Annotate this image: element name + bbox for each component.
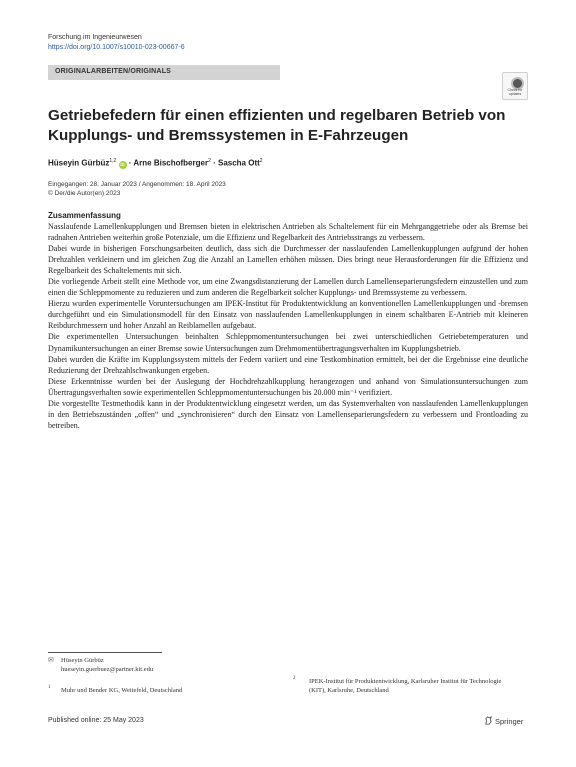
author-separator: · [128, 158, 132, 168]
author-separator: · [213, 158, 216, 168]
abstract-heading: Zusammenfassung [48, 211, 121, 220]
author-name: Sascha Ott [217, 158, 260, 168]
envelope-icon: ✉ [48, 657, 54, 664]
author-affiliation: 1,2 [109, 158, 117, 164]
abstract-paragraph: Nasslaufende Lamellenkupplungen und Bremsen bieten in elektrischen Antrieben als Schaltelement für ein Mehrganggetriebe oder als Bremse bei radnahen Antrieben weiterhin große Potenziale, um die Effizienz und Regelbarkeit des Antriebsstrangs zu verbessern. [48, 222, 528, 243]
author-name: Arne Bischofberger [133, 158, 209, 168]
copyright-notice: © Der/die Autor(en) 2023 [48, 190, 121, 197]
affiliation-number: 2 [293, 676, 296, 681]
check-for-updates-badge[interactable] [502, 72, 528, 100]
publisher-name: Springer [495, 717, 524, 726]
abstract-paragraph: Die vorliegende Arbeit stellt eine Methode vor, um eine Zwangsdistanzierung der Lamellen durch Lamellenseparierungsfedern einzustellen und zum einen die Schleppmomente zu reduzieren und zum anderen die Regelbarkeit solcher Kupplungs- und Bremssysteme zu verbessern. [48, 277, 528, 298]
orcid-icon[interactable]: iD [120, 161, 125, 167]
publisher-logo [484, 716, 523, 726]
doi-link[interactable]: https://doi.org/10.1007/s10010-023-00667-6 [48, 44, 185, 51]
abstract-paragraph: Diese Erkenntnisse wurden bei der Auslegung der Hochdrehzahlkupplung herangezogen und anhand von Simulationsuntersuchungen zum Übertragungsverhalten sowie experimentellen Schleppmomentuntersuchungen bis 20.000 min⁻¹ verifiziert. [48, 376, 528, 397]
affiliation-2: IPEK-Institut für Produktentwicklung, Karlsruher Institut für Technologie (KIT), Karlsruhe, Deutschland [309, 678, 502, 694]
abstract-paragraph: Dabei wurden die Kräfte im Kupplungssystem mittels der Federn variiert und eine Testkombination ermittelt, bei der die Ergebnisse eine deutliche Reduzierung der Drehzahlschwankungen ergeben. [48, 354, 528, 375]
corresponding-author-name: Hüseyin Gürbüz [61, 657, 104, 664]
author-affiliation: 2 [208, 158, 211, 164]
affiliation-1: Muhr und Bender KG, Weitefeld, Deutschland [61, 687, 183, 694]
author-affiliation: 2 [259, 158, 263, 164]
abstract-paragraph: Dabei wurde in bisherigen Forschungsarbeiten deutlich, dass sich die Durchmesser der nasslaufenden Lamellenkupplungen aufgrund der hohen Drehzahlen verkleinern und im gleichen Zug die Anzahl an Lamellen erhöhen müssen. Dies bringt neue Herausforderungen für die Effizienz und Regelbarkeit des Schaltelements mit sich. [48, 244, 528, 276]
author-name: Hüseyin Gürbüz [48, 158, 110, 168]
author-line [48, 156, 263, 169]
journal-name: Forschung im Ingenieurwesen [48, 34, 142, 41]
abstract-paragraph: Hierzu wurden experimentelle Voruntersuchungen am IPEK-Institut für Produktentwicklung an konventionellen Lamellenkupplungen und -bremsen durchgeführt und ein Simulationsmodell für den Einsatz von nasslaufenden Lamellenkupplungen in einem schaltbaren E-Antrieb mit kleineren Reibdurchmessern und hoher Anzahl an Reiblamellen aufgebaut. [48, 299, 528, 331]
published-date: Published online: 25 May 2023 [48, 717, 144, 724]
corresponding-author-email[interactable]: hueseyin.guerbuez@partner.kit.edu [61, 666, 154, 673]
abstract-body [48, 221, 528, 431]
footnote-rule [48, 652, 162, 653]
affiliation-number: 1 [48, 685, 51, 690]
category-label: ORIGINALARBEITEN/ORIGINALS [55, 68, 172, 75]
received-accepted-dates: Eingegangen: 28. Januar 2023 / Angenommen: 18. April 2023 [48, 181, 226, 188]
article-title: Getriebefedern für einen effizienten und regelbaren Betrieb von Kupplungs- und Bremssystemen in E-Fahrzeugen [48, 107, 506, 144]
abstract-paragraph: Die experimentellen Untersuchungen beinhalten Schleppmomentuntersuchungen bei zwei unterschiedlichen Getriebetemperaturen und Dynamikuntersuchungen an einer Bremse sowie Untersuchungen zum Drehmomentübertragungsverhalten im Kupplungsbetrieb. [48, 332, 528, 353]
springer-horse-icon [484, 716, 493, 725]
abstract-paragraph: Die vorgestellte Testmethodik kann in der Produktentwicklung eingesetzt werden, um das Systemverhalten von nasslaufenden Lamellenkupplungen in den Betriebszuständen „offen“ und „synchronisieren“ durch den Einsatz von Lamellenseparierungsfedern zu verbessern und Frontloading zu betreiben. [48, 398, 528, 430]
check-updates-label: Check for updates [507, 88, 523, 96]
